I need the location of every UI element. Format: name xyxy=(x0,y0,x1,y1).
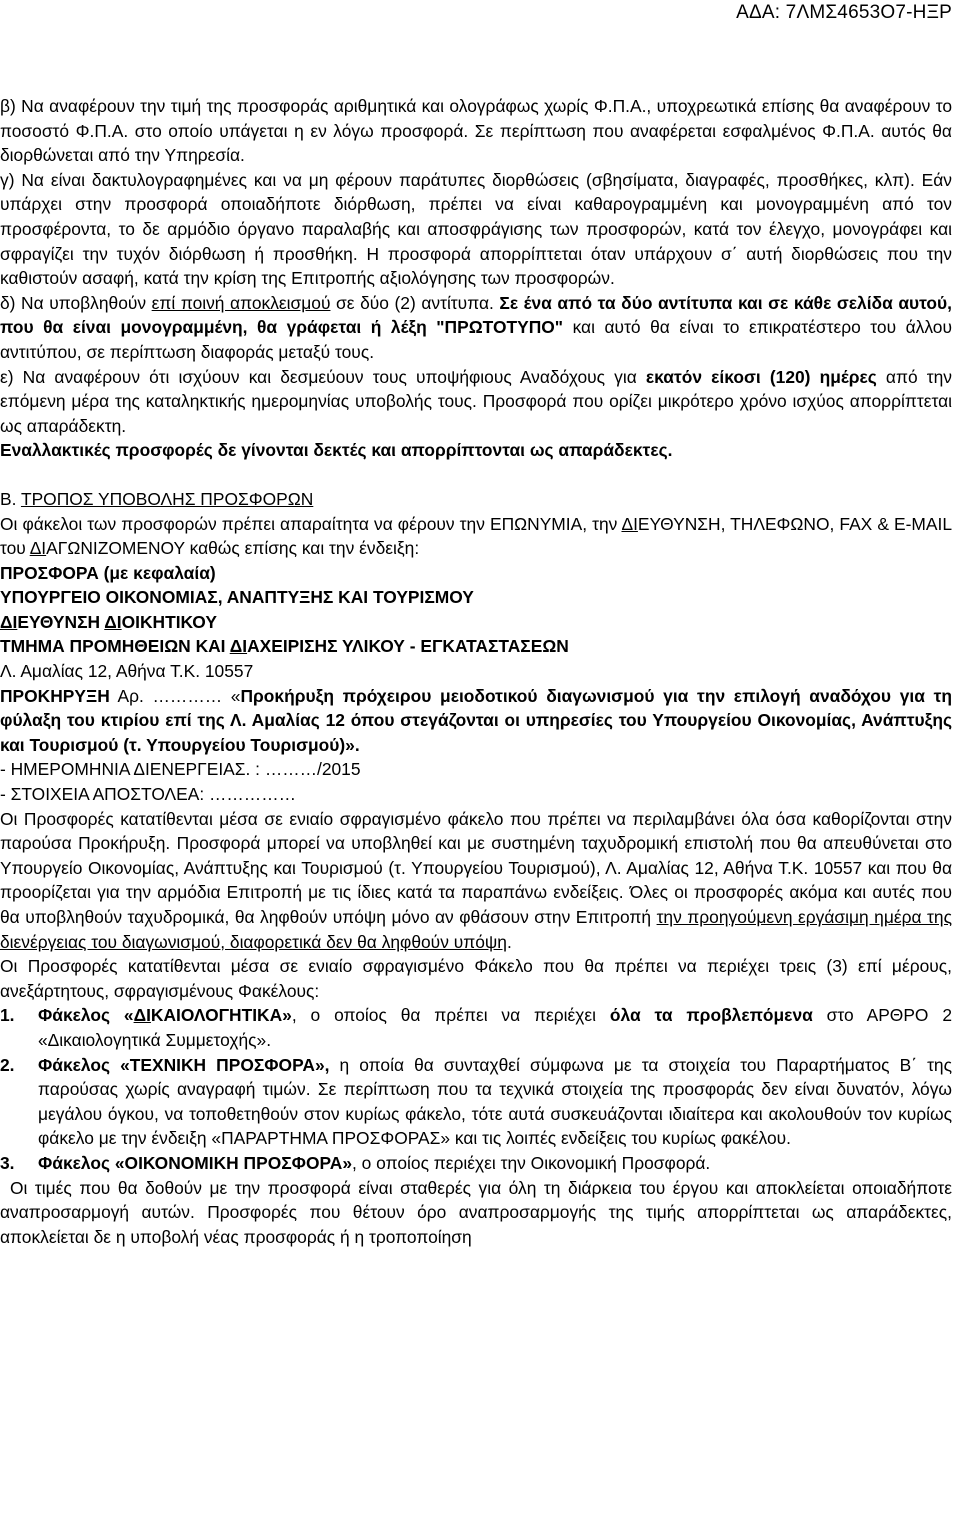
submission-paragraph: Οι Προσφορές κατατίθενται μέσα σε ενιαίο σφραγισμένο φάκελο που πρέπει να περιλαμβάνει όλα όσα καθορίζονται στην παρούσα Προκήρυξη. Προσφορά μπορεί να υποβληθεί και με συστημένη ταχυδρομική επιστολή που θα απευθύνεται στο Υπουργείο Οικονομίας, Ανάπτυξης και Τουρισμού (τ. Υπουργείου Τουρισμού), Λ. Αμαλίας 12, Αθήνα Τ.Κ. 10557 και που θα προορίζεται για την αρμόδια Επιτροπή με τις ίδιες κατά τα παραπάνω ενδείξεις. Όλες οι προσφορές ακόμα και αυτές που θα υποβληθούν ταχυδρομικά, θα ληφθούν υπόψη μόνο αν φθάσουν στην Επιτροπή την προηγούμενη εργάσιμη ημέρα της διενέργειας του διαγωνισμού, διαφορετικά δεν θα ληφθούν υπόψη. xyxy=(0,808,952,952)
section-b-heading: Β. ΤΡΟΠΟΣ ΥΠΟΒΟΛΗΣ ΠΡΟΣΦΟΡΩΝ xyxy=(0,488,314,509)
envelope-requirements: Οι φάκελοι των προσφορών πρέπει απαραίτητα να φέρουν την ΕΠΩΝΥΜΙΑ, την ΔΙΕΥΘΥΝΣΗ, ΤΗΛΕΦΩΝΟ, FAX & E-MAIL του ΔΙΑΓΩΝΙΖΟΜΕΝΟΥ καθώς επίσης και την ένδειξη: xyxy=(0,513,952,559)
address-line: Λ. Αμαλίας 12, Αθήνα Τ.Κ. 10557 xyxy=(0,661,254,682)
folder-item-3: 3. Φάκελος «ΟΙΚΟΝΟΜΙΚΗ ΠΡΟΣΦΟΡΑ», ο οποίος περιέχει την Οικονομική Προσφορά. xyxy=(0,1152,711,1173)
ministry-name: ΥΠΟΥΡΓΕΙΟ ΟΙΚΟΝΟΜΙΑΣ, ΑΝΑΠΤΥΞΗΣ ΚΑΙ ΤΟΥΡΙΣΜΟΥ xyxy=(0,587,474,608)
folder-item-2: 2. Φάκελος «ΤΕΧΝΙΚΗ ΠΡΟΣΦΟΡΑ», η οποία θα συνταχθεί σύμφωνα με τα στοιχεία του Παραρτήματος Β΄ της παρούσας χωρίς αναγραφή τιμών. Σε περίπτωση που τα τεχνικά στοιχεία της προσφοράς δεν είναι δυνατόν, λόγω μεγάλου όγκου, να τοποθετηθούν στον κυρίως φάκελο, τότε αυτά συσκευάζονται ιδιαίτερα και ακολουθούν τον κυρίως φάκελο με την ένδειξη «ΠΑΡΑΡΤΗΜΑ ΠΡΟΣΦΟΡΑΣ» και τις λοιπές ενδείξεις του κυρίως φακέλου. xyxy=(0,1054,952,1149)
paragraph-e-validity: ε) Να αναφέρουν ότι ισχύουν και δεσμεύουν τους υποψήφιους Αναδόχους για εκατόν είκοσι (120) ημέρες από την επόμενη μέρα της καταληκτικής ημερομηνίας υποβολής τους. Προσφορά που ορίζει μικρότερο χρόνο ισχύος απορρίπτεται ως απαράδεκτη. xyxy=(0,366,952,436)
offer-caps-label: ΠΡΟΣΦΟΡΑ (με κεφαλαία) xyxy=(0,562,216,583)
proclamation-title: ΠΡΟΚΗΡΥΞΗ Αρ. ………… «Προκήρυξη πρόχειρου μειοδοτικού διαγωνισμού για την επιλογή αναδόχου για τη φύλαξη του κτιρίου επί της Λ. Αμαλίας 12 όπου στεγάζονται οι υπηρεσίες του Υπουργείου Οικονομίας, Ανάπτυξης και Τουρισμού (τ. Υπουργείου Τουρισμού)». xyxy=(0,685,952,755)
document-body xyxy=(0,94,952,1249)
sender-line: - ΣΤΟΙΧΕΙΑ ΑΠΟΣΤΟΛΕΑ: …………… xyxy=(0,784,296,805)
paragraph-g-corrections: γ) Να είναι δακτυλογραφημένες και να μη φέρουν παράτυπες διορθώσεις (σβησίματα, διαγραφές, προσθήκες, κλπ). Εάν υπάρχει στην προσφορά οποιαδήποτε διόρθωση, πρέπει να είναι καθαρογραμμένη και μονογραμμένη από τον προσφέροντα, το δε αρμόδιο όργανο παραλαβής και αποσφράγισης των προσφορών, κατά τον έλεγχο, μονογράφει και σφραγίζει την τυχόν διόρθωση ή προσθήκη. Η προσφορά απορρίπτεται όταν υπάρχουν σ΄ αυτή διορθώσεις που την καθιστούν ασαφή, κατά την κρίση της Επιτροπής αξιολόγησης των προσφορών. xyxy=(0,169,952,289)
paragraph-d-copies: δ) Να υποβληθούν επί ποινή αποκλεισμού σε δύο (2) αντίτυπα. Σε ένα από τα δύο αντίτυπα και σε κάθε σελίδα αυτού, που θα είναι μονογραμμένη, θα γράφεται ή λέξη "ΠΡΩΤΟΤΥΠΟ" και αυτό θα είναι το επικρατέστερο του άλλου αντιτύπου, σε περίπτωση διαφοράς μεταξύ τους. xyxy=(0,292,953,362)
folder-item-1: 1. Φάκελος «ΔΙΚΑΙΟΛΟΓΗΤΙΚΑ», ο οποίος θα πρέπει να περιέχει όλα τα προβλεπόμενα στο ΑΡΘΡΟ 2 «Δικαιολογητικά Συμμετοχής». xyxy=(0,1005,952,1050)
directorate-name: ΔΙΕΥΘΥΝΣΗ ΔΙΟΙΚΗΤΙΚΟΥ xyxy=(0,611,217,632)
validity-period: εκατόν είκοσι (120) ημέρες xyxy=(645,366,877,387)
date-line: - ΗΜΕΡΟΜΗΝΙΑ ΔΙΕΝΕΡΓΕΙΑΣ. : ………/2015 xyxy=(0,759,361,780)
exclusion-penalty-text: επί ποινή αποκλεισμού xyxy=(151,292,331,313)
alternatives-note: Εναλλακτικές προσφορές δε γίνονται δεκτές και απορρίπτονται ως απαράδεκτες. xyxy=(0,440,673,461)
closing-paragraph: Οι τιμές που θα δοθούν με την προσφορά είναι σταθερές για όλη τη διάρκεια του έργου και αποκλείεται οποιαδήποτε αναπροσαρμογή αυτών. Προσφορές που θέτουν όρο αναπροσαρμογής της τιμής απορρίπτεται ως απαράδεκτες, αποκλείεται δε η υποβολή νέας προσφοράς ή η τροποποίηση xyxy=(0,1177,952,1247)
three-folders-intro: Οι Προσφορές κατατίθενται μέσα σε ενιαίο σφραγισμένο Φάκελο που θα πρέπει να περιέχει τρεις (3) επί μέρους, ανεξάρτητους, σφραγισμένους Φακέλους: xyxy=(0,956,952,1001)
deadline-text: την προηγούμενη εργάσιμη ημέρα της διενέργειας του διαγωνισμού, διαφορετικά δεν θα ληφθούν υπόψη xyxy=(0,907,952,952)
department-name: ΤΜΗΜΑ ΠΡΟΜΗΘΕΙΩΝ ΚΑΙ ΔΙΑΧΕΙΡΙΣΗΣ ΥΛΙΚΟΥ - ΕΓΚΑΤΑΣΤΑΣΕΩΝ xyxy=(0,636,569,657)
paragraph-b-vat: β) Να αναφέρουν την τιμή της προσφοράς αριθμητικά και ολογράφως χωρίς Φ.Π.Α., υποχρεωτικά επίσης θα αναφέρουν το ποσοστό Φ.Π.Α. στο οποίο υπάγεται η εν λόγω προσφορά. Σε περίπτωση που αναφέρεται εσφαλμένος Φ.Π.Α. αυτός θα διορθώνεται από την Υπηρεσία. xyxy=(0,96,952,166)
ada-code: ΑΔΑ: 7ΛΜΣ4653Ο7-ΗΞΡ xyxy=(736,2,952,23)
original-copy-rule: Σε ένα από τα δύο αντίτυπα και σε κάθε σελίδα αυτού, που θα είναι μονογραμμένη, θα γράφεται ή λέξη "ΠΡΩΤΟΤΥΠΟ" xyxy=(0,292,953,338)
